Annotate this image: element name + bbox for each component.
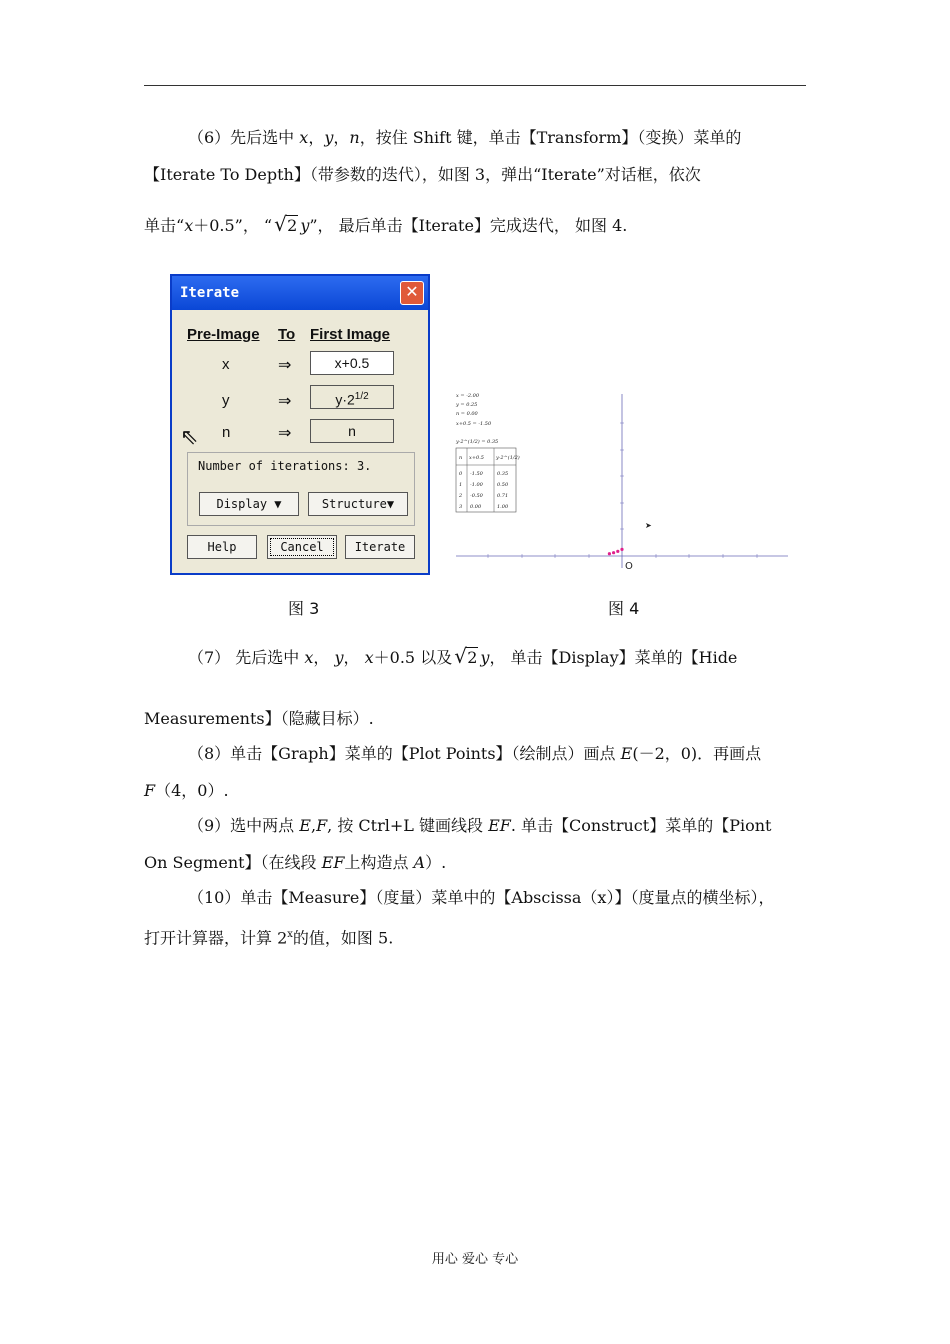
iterated-point [612,551,615,554]
text: 的值，如图 5. [292,928,394,948]
sqrt-arg: 2 [467,648,478,667]
dialog-title: Iterate [180,285,240,301]
table-cell: -0.50 [470,493,483,499]
text: On Segment】（在线段 [144,853,322,872]
paragraph-6-line-3 [144,214,806,238]
page-footer: 用心 爱心 专心 [431,1252,519,1267]
close-icon[interactable]: ✕ [400,281,424,305]
paragraph-9-line-2 [144,851,806,875]
iterated-point [616,550,619,553]
iteration-table [456,448,520,512]
iterate-dialog [170,274,430,575]
text: ＋0.5 以及 [373,648,453,667]
text: ，按住 Shift 键，单击【Transform】（变换）菜单的 [359,128,742,147]
table-cell: 0.50 [497,482,509,488]
text: 打开计算器，计算 2 [144,928,288,948]
text: y·2 [335,391,355,408]
text: ， [313,648,335,667]
header-rule [144,85,806,86]
var-n: n [349,128,360,147]
measure-line: y = 0.25 [456,402,478,408]
table-head: y·2^(1/2) [496,455,520,461]
arrow-icon: ⇒ [278,357,292,374]
table-cell: 0.35 [497,471,509,477]
sqrt-expression: √ 2 [274,212,298,236]
first-image-y-field[interactable] [310,385,394,409]
text: ”， 最后单击【Iterate】完成迭代， 如图 4. [309,216,628,235]
header-first-image: First Image [310,326,391,343]
iterations-label: Number of iterations: 3. [198,459,372,473]
display-button[interactable]: Display ▼ [199,492,299,516]
var-x: x [299,128,309,147]
table-cell: -1.50 [470,471,483,477]
text: (－2，0)．再画点 [632,744,762,763]
cancel-button[interactable]: Cancel [267,535,337,559]
iterate-button[interactable]: Iterate [345,535,415,559]
table-head: n [459,455,463,461]
pre-image-x: x [222,356,230,373]
text: . 单击【Construct】菜单的【Piont [510,816,772,835]
var-x: x [184,216,194,235]
axis-ticks [488,423,757,558]
measurements [455,393,498,445]
text: （10）单击【Measure】（度量）菜单中的【Abscissa（x）】（度量点的横坐标）， [188,888,775,907]
arrow-icon: ⇒ [278,393,292,410]
paragraph-6-line-2: 【Iterate To Depth】（带参数的迭代），如图 3，弹出“Iterate”对话框，依次 [144,165,701,184]
paragraph-10-line-1 [144,886,806,910]
var-y: y [334,648,344,667]
table-cell: 0.00 [470,504,482,510]
text: ）. [425,853,447,872]
exponent: x [287,929,293,940]
paragraph-8-line-2 [144,779,806,803]
paragraph-9-line-1 [144,814,806,838]
text: （9）选中两点 [188,816,300,835]
table-cell: -1.00 [470,482,483,488]
text: , [310,816,317,835]
iterations-group [187,452,415,526]
point-F: F [316,816,328,835]
figure-4-graph [452,388,792,578]
sqrt-expression: √ 2 [454,644,478,668]
structure-button[interactable]: Structure▼ [308,492,408,516]
segment-EF: EF [321,853,345,872]
text: （8）单击【Graph】菜单的【Plot Points】（绘制点）画点 [188,744,621,763]
mouse-pointer-icon: ➤ [645,521,652,530]
point-E: E [299,816,311,835]
pre-image-n: n [222,424,231,441]
text: 单击“ [144,216,185,235]
text: （6）先后选中 [188,128,300,147]
arrow-icon: ⇒ [278,425,292,442]
mouse-pointer-icon: ⇖ [180,424,199,449]
text: 上构造点 [344,853,414,872]
paragraph-7-line-2: Measurements】（隐藏目标）. [144,709,374,728]
pre-image-y: y [222,392,230,409]
first-image-x-field[interactable]: x+0.5 [310,351,394,375]
help-button[interactable]: Help [187,535,257,559]
table-head: x+0.5 [469,455,484,461]
measure-line: x = -2.00 [456,393,480,399]
iterated-point [620,548,623,551]
table-cell: 0 [459,471,463,477]
point-F: F [144,781,156,800]
paragraph-6-line-1 [144,126,806,150]
table-cell: 1 [459,482,463,488]
iterated-point [608,552,611,555]
origin-label: O [625,561,633,572]
var-x: x [304,648,314,667]
text: （4，0）. [155,781,229,800]
table-cell: 3 [459,504,463,510]
paragraph-7-line-1 [144,646,806,670]
first-image-n-field[interactable]: n [310,419,394,443]
text: （7） 先后选中 [188,648,305,667]
segment-EF: EF [488,816,511,835]
header-pre-image: Pre-Image [187,326,260,343]
text: , 按 Ctrl+L 键画线段 [327,816,489,835]
measure-line: x+0.5 = -1.50 [456,421,492,427]
measure-line: n = 0.00 [456,411,478,417]
text: ， [333,128,350,147]
sqrt-arg: 2 [287,216,298,235]
dialog-titlebar [172,276,428,310]
table-cell: 1.00 [497,504,509,510]
table-cell: 0.71 [497,493,509,499]
exponent: 1/2 [354,391,369,402]
var-y: y [324,128,334,147]
iterated-points [608,548,624,555]
figure-4-caption: 图 4 [608,599,640,618]
paragraph-8-line-1 [144,742,806,766]
paragraph-10-line-2 [144,923,806,950]
point-A: A [413,853,426,872]
var-y: y [300,216,310,235]
var-y: y [480,648,490,667]
text: ， 单击【Display】菜单的【Hide [489,648,738,667]
measure-line: y·2^(1/2) = 0.35 [456,439,499,445]
var-x: x [364,648,374,667]
text: ， [343,648,365,667]
header-to: To [278,326,296,343]
text: ＋0.5”， “ [193,216,273,235]
text: ， [308,128,325,147]
figure-3-caption: 图 3 [288,599,320,618]
table-cell: 2 [459,493,463,499]
point-E: E [620,744,633,763]
